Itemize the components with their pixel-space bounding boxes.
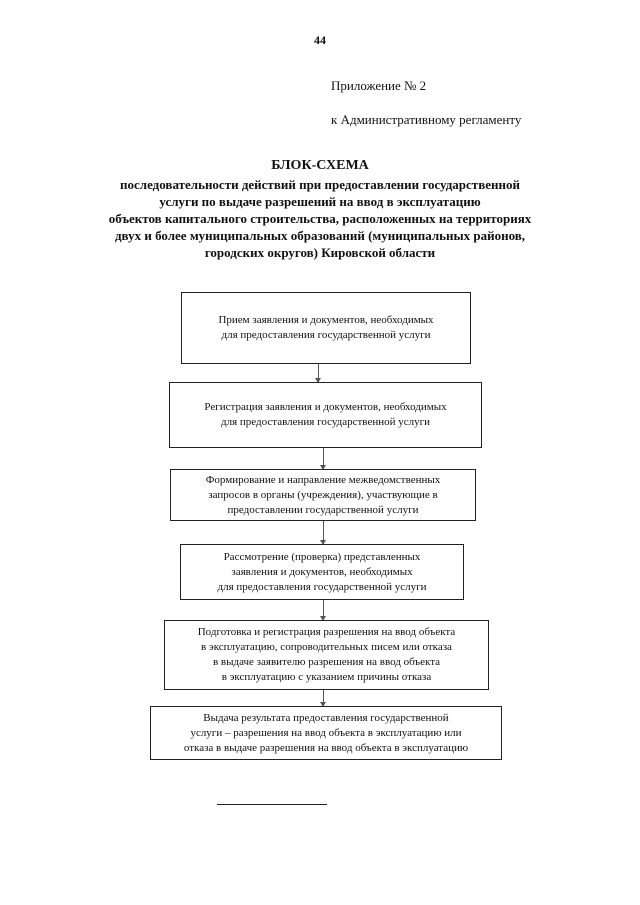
step-text-line: в эксплуатацию, сопроводительных писем или отказа <box>201 641 452 653</box>
appendix-number: Приложение № 2 <box>331 78 427 93</box>
step-text-line: заявления и документов, необходимых <box>231 565 413 578</box>
step-text-line: запросов в органы (учреждения), участвующие в <box>208 488 438 501</box>
step-text-line: Выдача результата предоставления государственной <box>203 711 449 724</box>
document-subtitle <box>60 176 580 261</box>
step-text-line: Регистрация заявления и документов, необходимых <box>204 401 447 413</box>
appendix-reference: к Административному регламенту <box>331 112 522 127</box>
step-text-line: для предоставления государственной услуги <box>221 329 431 341</box>
subtitle-line: городских округов) Кировской области <box>204 245 436 260</box>
step-register-application <box>169 382 482 448</box>
step-interagency-requests <box>170 469 476 521</box>
arrow-down-icon <box>318 364 319 382</box>
step-text-line: предоставлении государственной услуги <box>227 503 419 516</box>
page-number: 44 <box>314 33 326 47</box>
step-review-documents <box>180 544 464 600</box>
step-text-line: в эксплуатацию с указанием причины отказа <box>221 671 432 683</box>
arrow-down-icon <box>323 600 324 620</box>
step-text-line: Рассмотрение (проверка) представленных <box>223 550 421 563</box>
step-text-line: для предоставления государственной услуги <box>220 416 431 428</box>
document-title: БЛОК-СХЕМА <box>271 158 369 173</box>
step-text-line: отказа в выдаче разрешения на ввод объекта в эксплуатацию <box>183 741 469 754</box>
step-text-line: Формирование и направление межведомственных <box>205 473 441 486</box>
step-prepare-permit <box>164 620 489 690</box>
step-text-line: в выдаче заявителю разрешения на ввод объекта <box>212 656 441 668</box>
step-text-line: Прием заявления и документов, необходимых <box>218 314 434 326</box>
subtitle-line: объектов капитального строительства, расположенных на территориях <box>108 211 532 226</box>
footnote-divider <box>217 804 327 805</box>
step-text-line: Подготовка и регистрация разрешения на ввод объекта <box>197 626 456 638</box>
step-receive-application <box>181 292 471 364</box>
arrow-down-icon <box>323 521 324 544</box>
subtitle-line: последовательности действий при предоставлении государственной <box>120 177 520 192</box>
step-text-line: услуги – разрешения на ввод объекта в эксплуатацию или <box>190 726 462 739</box>
step-text-line: для предоставления государственной услуги <box>217 580 427 593</box>
subtitle-line: услуги по выдаче разрешений на ввод в эксплуатацию <box>159 194 481 209</box>
subtitle-line: двух и более муниципальных образований (муниципальных районов, <box>114 228 526 243</box>
arrow-down-icon <box>323 448 324 469</box>
step-issue-result <box>150 706 502 760</box>
arrow-down-icon <box>323 690 324 706</box>
